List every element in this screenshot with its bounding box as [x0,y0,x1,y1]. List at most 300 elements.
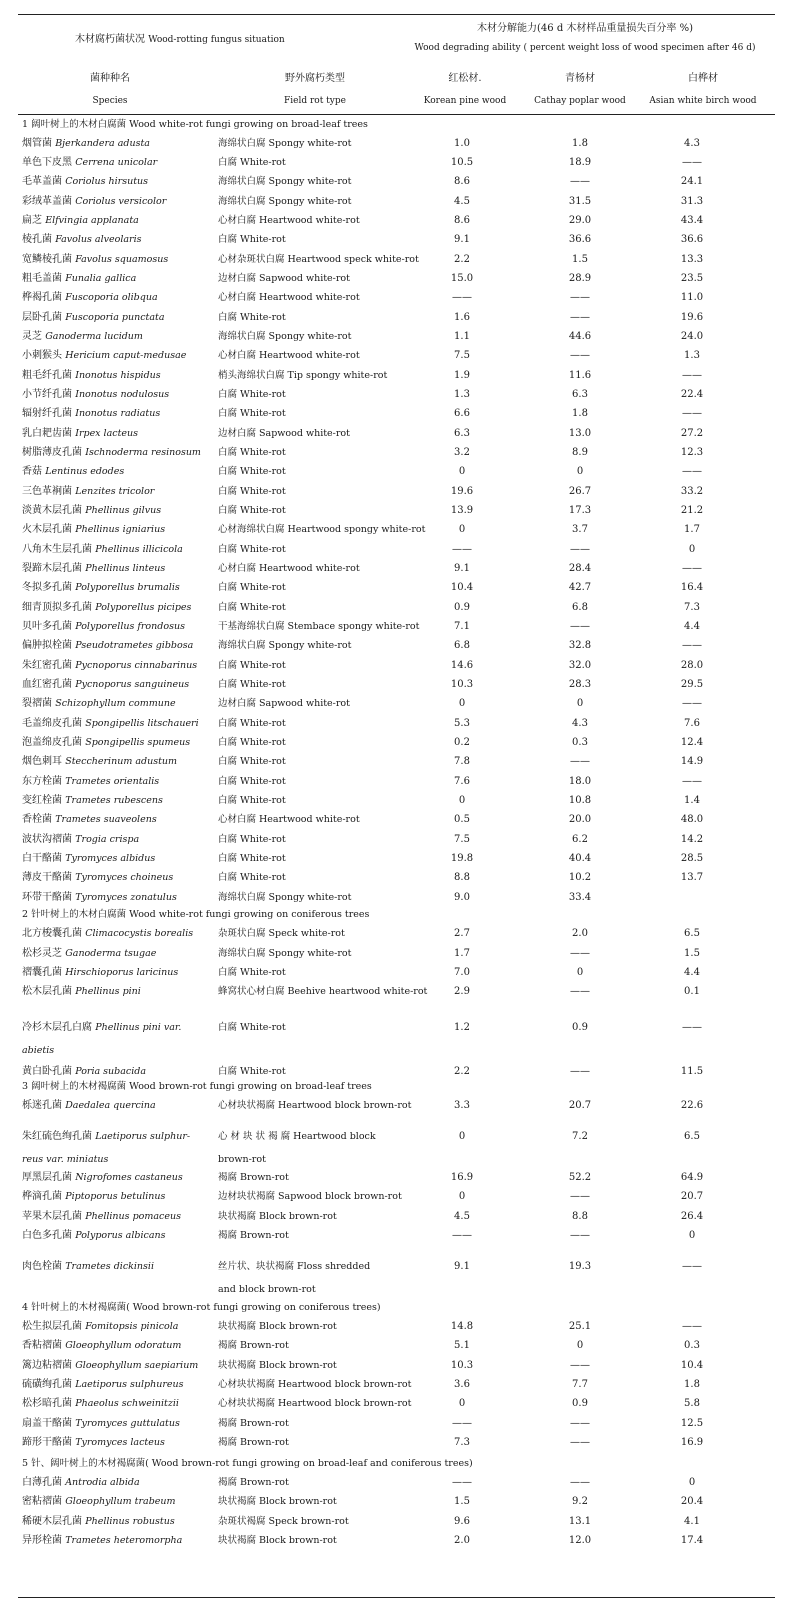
species-cell [22,775,216,789]
species-cell [22,1190,216,1204]
species-cn: 朱红硫色绚孔菌 [22,1131,92,1142]
species-latin: Inonotus hispidus [75,370,161,381]
rot-type-cell: 心材白腐 Heartwood white-rot [218,350,360,361]
birch-value: —— [682,370,702,381]
top-rule [18,14,775,15]
species-latin: Phaeolus schweinitzii [75,1398,179,1409]
pine-value: 6.8 [454,640,470,651]
species-latin: Lentinus edodes [45,466,125,477]
species-cell [22,871,216,885]
birch-value: 1.3 [684,350,700,361]
pine-value: 6.3 [454,428,470,439]
species-cell [22,1515,216,1529]
birch-value: 28.0 [680,660,704,671]
poplar-value: 0 [576,698,584,709]
poplar-value: —— [570,292,590,303]
species-latin: Tyromyces choineus [75,872,174,883]
poplar-value: 32.0 [568,660,592,671]
poplar-value: 6.2 [572,834,588,845]
pine-value: 16.9 [450,1172,474,1183]
poplar-value: 12.0 [568,1535,592,1546]
species-latin: Coriolus hirsutus [65,176,149,187]
species-cn: 单色下皮黑 [22,157,72,168]
species-latin: Trametes orientalis [65,776,160,787]
pine-value: —— [452,544,472,555]
species-latin-cont-text: reus var. miniatus [22,1154,109,1165]
pine-value: 7.8 [454,756,470,767]
birch-value: —— [682,466,702,477]
species-cell [22,639,216,653]
header-species-cn: 菌种种名 [90,73,130,84]
pine-value: 9.1 [454,563,470,574]
poplar-value: —— [570,350,590,361]
poplar-value: 26.7 [568,486,592,497]
species-cell [22,446,216,460]
birch-value: 0 [688,1477,696,1488]
species-latin-cont [22,1045,54,1056]
species-cell [22,1417,216,1431]
species-cell [22,985,216,999]
species-cell [22,678,216,692]
header-species-en: Species [92,96,128,106]
birch-value: 43.4 [680,215,704,226]
pine-value: 0 [458,1398,466,1409]
poplar-value: 28.3 [568,679,592,690]
species-cn: 淡黄木层孔菌 [22,505,82,516]
species-cell [22,813,216,827]
header-poplar-cn: 青杨材 [565,73,595,84]
species-latin: Fuscoporia punctata [65,312,165,323]
birch-value: 48.0 [680,814,704,825]
birch-value: 11.5 [680,1066,704,1077]
species-cell [22,1229,216,1243]
pine-value: 1.1 [454,331,470,342]
birch-value: 4.4 [684,967,700,978]
species-latin: Phellinus linteus [85,563,166,574]
header-pine-cn: 红松材. [448,73,482,84]
species-cell [22,311,216,325]
species-latin: Polyporus albicans [75,1230,166,1241]
species-latin: Tyromyces guttulatus [75,1418,180,1429]
species-latin: Coriolus versicolor [75,196,167,207]
rot-type-cell: 杂斑状褐腐 Speck brown-rot [218,1516,349,1527]
birch-value: —— [682,640,702,651]
birch-value: 14.9 [680,756,704,767]
species-cell [22,1476,216,1490]
species-cell [22,253,216,267]
rot-type-cell: 干基海绵状白腐 Stembace spongy white-rot [218,621,420,632]
species-cell [22,755,216,769]
rot-type-cell: 海绵状白腐 Spongy white-rot [218,196,352,207]
species-cell [22,1534,216,1548]
rot-type-cell: 杂斑状白腐 Speck white-rot [218,928,345,939]
species-cn: 松杉暗孔菌 [22,1398,72,1409]
rot-type-cell: 白腐 White-rot [218,389,286,400]
pine-value: 9.1 [454,1261,470,1272]
birch-value: 0.3 [684,1340,700,1351]
pine-value: 19.6 [450,486,474,497]
poplar-value: 2.0 [572,928,588,939]
rot-type-cell: 白腐 White-rot [218,756,286,767]
species-cn: 异形栓菌 [22,1535,62,1546]
species-latin: Spongipellis litschaueri [85,718,199,729]
species-latin: Pycnoporus cinnabarinus [75,660,198,671]
species-latin: Poria subacida [75,1066,147,1077]
species-cn: 香栓菌 [22,814,52,825]
rot-type-cell: 边材块状褐腐 Sapwood block brown-rot [218,1191,402,1202]
rot-type-cell: 心材块状褐腐 Heartwood block brown-rot [218,1100,412,1111]
poplar-value: 8.8 [572,1211,588,1222]
poplar-value: —— [570,1360,590,1371]
species-cn: 毛盖绵皮孔菌 [22,718,82,729]
birch-value: 4.4 [684,621,700,632]
poplar-value: 36.6 [568,234,592,245]
species-cn: 毛革盖菌 [22,176,62,187]
pine-value: 5.3 [454,718,470,729]
species-latin: Laetiporus sulphureus [75,1379,184,1390]
species-cell [22,543,216,557]
poplar-value: —— [570,986,590,997]
birch-value: 12.3 [680,447,704,458]
pine-value: 8.6 [454,215,470,226]
pine-value: 1.2 [454,1022,470,1033]
species-cell [22,1359,216,1373]
poplar-value: 0.3 [572,737,588,748]
pine-value: 15.0 [450,273,474,284]
birch-value: —— [682,1261,702,1272]
species-latin: Phellinus igniarius [75,524,166,535]
species-cn: 篱边粘褶菌 [22,1360,72,1371]
rot-type-cell: 块状褐腐 Block brown-rot [218,1496,337,1507]
species-cn: 白色多孔菌 [22,1230,72,1241]
species-cn: 泡盖绵皮孔菌 [22,737,82,748]
species-latin: Tyromyces albidus [65,853,156,864]
birch-value: 23.5 [680,273,704,284]
birch-value: 31.3 [680,196,704,207]
birch-value: 17.4 [680,1535,704,1546]
poplar-value: 0.9 [572,1022,588,1033]
birch-value: 0 [688,1230,696,1241]
species-cn: 八角木生层孔菌 [22,544,92,555]
species-cell [22,1495,216,1509]
species-latin: Steccherinum adustum [65,756,178,767]
species-cell [22,407,216,421]
rot-type-cell: 白腐 White-rot [218,466,286,477]
pine-value: 0.5 [454,814,470,825]
rot-type-cell: 白腐 White-rot [218,408,286,419]
birch-value: 12.5 [680,1418,704,1429]
species-cn: 扁芝 [22,215,42,226]
birch-value: 4.1 [684,1516,700,1527]
birch-value: 1.7 [684,524,700,535]
species-latin: Laetiporus sulphur- [95,1131,191,1142]
pine-value: 2.9 [454,986,470,997]
rot-type-cell: 心材白腐 Heartwood white-rot [218,292,360,303]
rot-type-cell: 海绵状白腐 Spongy white-rot [218,892,352,903]
species-cn: 血红密孔菌 [22,679,72,690]
poplar-value: 10.8 [568,795,592,806]
pine-value: —— [452,1230,472,1241]
pine-value: 9.6 [454,1516,470,1527]
species-cell [22,927,216,941]
poplar-value: 52.2 [568,1172,592,1183]
species-latin: Climacocystis borealis [85,928,194,939]
poplar-value: 13.0 [568,428,592,439]
pine-value: 1.5 [454,1496,470,1507]
species-cell [22,272,216,286]
birch-value: 24.1 [680,176,704,187]
poplar-value: 7.7 [572,1379,588,1390]
header-poplar-en: Cathay poplar wood [534,96,626,106]
species-cn: 黄白卧孔菌 [22,1066,72,1077]
species-cn: 火木层孔菌 [22,524,72,535]
pine-value: —— [452,1477,472,1488]
poplar-value: —— [570,948,590,959]
species-latin: Favolus alveolaris [55,234,142,245]
species-cn: 灵芝 [22,331,42,342]
species-cell [22,233,216,247]
birch-value: 22.6 [680,1100,704,1111]
birch-value: 33.2 [680,486,704,497]
species-latin-cont-text: abietis [22,1045,55,1056]
rot-type-cell: 边材白腐 Sapwood white-rot [218,698,350,709]
rot-type-cell: 白腐 White-rot [218,795,286,806]
header-fungus-cn: 木材腐朽菌状况 [75,34,145,45]
birch-value: 1.4 [684,795,700,806]
species-latin: Pseudotrametes gibbosa [75,640,194,651]
rot-type-cell: 白腐 White-rot [218,834,286,845]
species-cell [22,1320,216,1334]
bottom-rule [18,1597,775,1598]
species-cn: 辐射纤孔菌 [22,408,72,419]
species-cell [22,349,216,363]
species-cn: 变红栓菌 [22,795,62,806]
species-cell [22,620,216,634]
pine-value: 4.5 [454,1211,470,1222]
birch-value: —— [682,698,702,709]
rot-type-cell: 边材白腐 Sapwood white-rot [218,273,350,284]
birch-value: 5.8 [684,1398,700,1409]
pine-value: 3.3 [454,1100,470,1111]
birch-value: 21.2 [680,505,704,516]
species-latin: Cerrena unicolar [75,157,158,168]
birch-value: —— [682,776,702,787]
species-cell [22,175,216,189]
species-cn: 波状沟褶菌 [22,834,72,845]
birch-value: 12.4 [680,737,704,748]
rot-type-cell: 梢头海绵状白腐 Tip spongy white-rot [218,370,388,381]
birch-value: 0 [688,544,696,555]
species-latin: Trogia crispa [75,834,140,845]
rot-type-cell: 白腐 White-rot [218,157,286,168]
rot-type-cell: 白腐 White-rot [218,234,286,245]
species-cell [22,504,216,518]
species-cn: 白薄孔菌 [22,1477,62,1488]
species-latin: Daedalea quercina [65,1100,156,1111]
species-latin: Pycnoporus sanguineus [75,679,190,690]
species-cn: 桦褐孔菌 [22,292,62,303]
species-latin: Phellinus illicicola [95,544,183,555]
poplar-value: 29.0 [568,215,592,226]
pine-value: 5.1 [454,1340,470,1351]
poplar-value: 0 [576,967,584,978]
poplar-value: 11.6 [568,370,592,381]
pine-value: —— [452,1418,472,1429]
birch-value: 0.1 [684,986,700,997]
species-cn: 冬拟多孔菌 [22,582,72,593]
rot-type-cell: 块状褐腐 Block brown-rot [218,1321,337,1332]
rot-type-cell: 心材白腐 Heartwood white-rot [218,814,360,825]
pine-value: 0.9 [454,602,470,613]
species-cn: 冷杉木层孔白腐 [22,1022,92,1033]
header-pine-en: Korean pine wood [423,96,507,106]
poplar-value: —— [570,621,590,632]
rot-type-cell: 块状褐腐 Block brown-rot [218,1360,337,1371]
birch-value: 1.8 [684,1379,700,1390]
poplar-value: —— [570,1066,590,1077]
species-cn: 密粘褶菌 [22,1496,62,1507]
header-ability-cn: 木材分解能力(46 d 木材样品重量损失百分率 %) [477,23,693,34]
poplar-value: 18.9 [568,157,592,168]
rot-type-cell: 边材白腐 Sapwood white-rot [218,428,350,439]
species-cn: 北方梭囊孔菌 [22,928,82,939]
species-latin: Inonotus radiatus [75,408,161,419]
species-cell [22,1378,216,1392]
poplar-value: —— [570,756,590,767]
birch-value: 24.0 [680,331,704,342]
rot-type-cell: 褐腐 Brown-rot [218,1172,289,1183]
birch-value: 7.6 [684,718,700,729]
section-title: 5 针、阔叶树上的木材褐腐菌( Wood brown-rot fungi growing on broad-leaf and coniferous trees) [22,1458,473,1469]
poplar-value: 20.7 [568,1100,592,1111]
birch-value: 29.5 [680,679,704,690]
rot-type-cell: 心材块状褐腐 Heartwood block brown-rot [218,1379,412,1390]
species-latin: Phellinus pini var. [95,1022,182,1033]
species-cn: 裂褶菌 [22,698,52,709]
species-latin: Nigrofomes castaneus [75,1172,183,1183]
birch-value: 13.3 [680,254,704,265]
rot-type-cell: 海绵状白腐 Spongy white-rot [218,176,352,187]
species-cell [22,330,216,344]
species-cell [22,1260,216,1274]
birch-value: 20.7 [680,1191,704,1202]
pine-value: 1.9 [454,370,470,381]
birch-value: —— [682,563,702,574]
pine-value: 6.6 [454,408,470,419]
rot-type-cell: 白腐 White-rot [218,853,286,864]
rot-type-cell: 白腐 White-rot [218,660,286,671]
birch-value: —— [682,157,702,168]
birch-value: 16.9 [680,1437,704,1448]
species-latin: Ganoderma tsugae [65,948,157,959]
header-birch-en: Asian white birch wood [649,96,757,106]
species-latin: Lenzites tricolor [75,486,155,497]
pine-value: 8.8 [454,872,470,883]
species-cell [22,1171,216,1185]
species-cn: 树脂薄皮孔菌 [22,447,82,458]
species-cn: 香菇 [22,466,42,477]
pine-value: 2.2 [454,254,470,265]
birch-value: 7.3 [684,602,700,613]
species-cn: 贝叶多孔菌 [22,621,72,632]
species-latin: Trametes rubescens [65,795,163,806]
species-cell [22,1021,216,1035]
rot-type-cell: 海绵状白腐 Spongy white-rot [218,138,352,149]
pine-value: 2.2 [454,1066,470,1077]
rot-type-cell: 白腐 White-rot [218,737,286,748]
poplar-value: 9.2 [572,1496,588,1507]
species-cn: 棱孔菌 [22,234,52,245]
species-cn: 彩绒革盖菌 [22,196,72,207]
birch-value: 64.9 [680,1172,704,1183]
species-cell [22,601,216,615]
species-latin: Polyporellus frondosus [75,621,185,632]
poplar-value: —— [570,1437,590,1448]
species-cell [22,465,216,479]
species-cn: 白干酪菌 [22,853,62,864]
species-cell [22,833,216,847]
species-cn: 香粘褶菌 [22,1340,62,1351]
species-latin: Trametes dickinsii [65,1261,154,1272]
birch-value: 27.2 [680,428,704,439]
pine-value: 0 [458,466,466,477]
species-cell [22,388,216,402]
poplar-value: 20.0 [568,814,592,825]
pine-value: 1.7 [454,948,470,959]
birch-value: —— [682,408,702,419]
pine-value: 2.0 [454,1535,470,1546]
species-latin: Schizophyllum commune [55,698,176,709]
rot-type-cell: 白腐 White-rot [218,544,286,555]
rot-type-cell: 白腐 White-rot [218,679,286,690]
species-cn: 乳白耙齿菌 [22,428,72,439]
poplar-value: 4.3 [572,718,588,729]
rot-type-cell: 心 材 块 状 褐 腐 Heartwood block [218,1131,376,1142]
rot-type-cell: 心材块状褐腐 Heartwood block brown-rot [218,1398,412,1409]
species-latin: Gloeophyllum trabeum [65,1496,176,1507]
poplar-value: 25.1 [568,1321,592,1332]
pine-value: 2.7 [454,928,470,939]
rot-type-cell: 白腐 White-rot [218,967,286,978]
rot-type-cell: 白腐 White-rot [218,602,286,613]
poplar-value: 1.8 [572,408,588,419]
species-cn: 硫磺绚孔菌 [22,1379,72,1390]
species-cn: 层卧孔菌 [22,312,62,323]
pine-value: 3.2 [454,447,470,458]
species-latin: Funalia gallica [65,273,137,284]
birch-value: 4.3 [684,138,700,149]
birch-value: 26.4 [680,1211,704,1222]
rot-type-cell: 白腐 White-rot [218,447,286,458]
species-cell [22,947,216,961]
pine-value: 10.4 [450,582,474,593]
header-birch-cn: 白桦材 [688,73,718,84]
species-cn: 松木层孔菌 [22,986,72,997]
species-latin: Bjerkandera adusta [55,138,150,149]
poplar-value: 0 [576,466,584,477]
rot-type-cell: 块状褐腐 Block brown-rot [218,1211,337,1222]
poplar-value: 0 [576,1340,584,1351]
species-cell [22,581,216,595]
birch-value: 16.4 [680,582,704,593]
rot-type-cell: 褐腐 Brown-rot [218,1418,289,1429]
birch-value: 14.2 [680,834,704,845]
species-latin: Elfvingia applanata [45,215,139,226]
rot-type-cell: 白腐 White-rot [218,872,286,883]
species-cell [22,214,216,228]
rot-type-cell: 褐腐 Brown-rot [218,1230,289,1241]
poplar-value: 33.4 [568,892,592,903]
